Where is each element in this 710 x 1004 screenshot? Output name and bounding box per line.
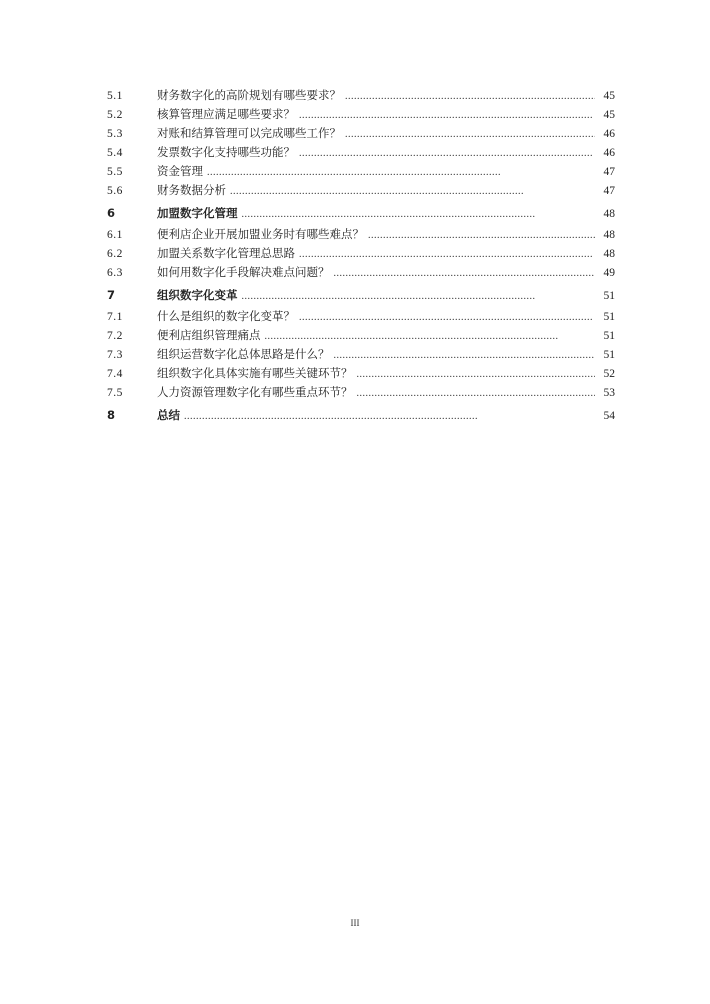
toc-entry-title: 发票数字化支持哪些功能？ [157, 145, 295, 159]
toc-entry-title: 财务数据分析 [157, 183, 226, 197]
toc-section-row[interactable] [107, 124, 615, 143]
toc-section-row[interactable] [107, 225, 615, 244]
toc-entry-title: 加盟数字化管理 [157, 206, 238, 220]
dot-leader [334, 346, 596, 365]
toc-entry-title: 便利店组织管理痛点 [157, 328, 261, 342]
toc-section-row[interactable] [107, 181, 615, 200]
dot-leader [230, 182, 595, 201]
toc-chapter-row[interactable] [107, 284, 615, 307]
toc-entry-page: 45 [603, 90, 615, 102]
toc-entry-page: 47 [603, 166, 615, 178]
toc-section-row[interactable] [107, 307, 615, 326]
toc-entry-page: 51 [603, 311, 615, 323]
toc-entry-number: 5.6 [107, 185, 123, 197]
dot-leader [368, 226, 595, 245]
dot-leader [184, 405, 595, 428]
toc-entry-number: 7 [107, 288, 116, 302]
dot-leader [299, 106, 595, 125]
toc-section-row[interactable] [107, 162, 615, 181]
toc-entry-number: 5.5 [107, 166, 123, 178]
toc-section-row[interactable] [107, 345, 615, 364]
dot-leader [357, 365, 596, 384]
dot-leader [357, 384, 596, 403]
toc-entry-title: 资金管理 [157, 164, 203, 178]
toc-entry-title: 加盟关系数字化管理总思路 [157, 246, 295, 260]
toc-entry-title: 如何用数字化手段解决难点问题？ [157, 265, 330, 279]
toc-entry-page: 51 [603, 330, 615, 342]
toc-entry-number: 6.2 [107, 248, 123, 260]
toc-entry-number: 6.1 [107, 229, 123, 241]
toc-entry-number: 7.5 [107, 387, 123, 399]
toc-entry-title: 什么是组织的数字化变革？ [157, 309, 295, 323]
toc-entry-page: 51 [603, 290, 615, 302]
toc-entry-page: 48 [603, 208, 615, 220]
toc-entry-page: 46 [603, 147, 615, 159]
toc-entry-page: 46 [603, 128, 615, 140]
table-of-contents [107, 86, 615, 427]
page-number-footer: III [350, 918, 360, 928]
toc-entry-page: 45 [603, 109, 615, 121]
toc-entry-title: 对账和结算管理可以完成哪些工作？ [157, 126, 341, 140]
dot-leader [242, 285, 596, 308]
toc-entry-page: 51 [603, 349, 615, 361]
toc-entry-title: 组织运营数字化总体思路是什么？ [157, 347, 330, 361]
toc-chapter-row[interactable] [107, 202, 615, 225]
toc-entry-title: 财务数字化的高阶规划有哪些要求？ [157, 88, 341, 102]
toc-section-row[interactable] [107, 383, 615, 402]
toc-entry-page: 53 [603, 387, 615, 399]
toc-entry-title: 人力资源管理数字化有哪些重点环节？ [157, 385, 353, 399]
toc-section-row[interactable] [107, 364, 615, 383]
toc-section-row[interactable] [107, 326, 615, 345]
toc-entry-page: 48 [603, 229, 615, 241]
dot-leader [265, 327, 596, 346]
toc-section-row[interactable] [107, 244, 615, 263]
toc-entry-title: 组织数字化具体实施有哪些关键环节？ [157, 366, 353, 380]
toc-entry-number: 7.2 [107, 330, 123, 342]
toc-entry-title: 核算管理应满足哪些要求？ [157, 107, 295, 121]
dot-leader [242, 203, 596, 226]
toc-entry-page: 49 [603, 267, 615, 279]
toc-section-row[interactable] [107, 263, 615, 282]
toc-entry-page: 48 [603, 248, 615, 260]
dot-leader [345, 87, 595, 106]
toc-section-row[interactable] [107, 86, 615, 105]
toc-entry-number: 5.2 [107, 109, 123, 121]
toc-entry-number: 7.3 [107, 349, 123, 361]
toc-entry-number: 6 [107, 206, 116, 220]
toc-section-row[interactable] [107, 143, 615, 162]
dot-leader [299, 245, 595, 264]
dot-leader [345, 125, 595, 144]
toc-entry-number: 5.3 [107, 128, 123, 140]
dot-leader [207, 163, 595, 182]
toc-entry-title: 便利店企业开展加盟业务时有哪些难点？ [157, 227, 364, 241]
toc-entry-number: 6.3 [107, 267, 123, 279]
toc-entry-number: 5.4 [107, 147, 123, 159]
toc-entry-number: 7.4 [107, 368, 123, 380]
toc-entry-title: 总结 [157, 408, 180, 422]
toc-entry-number: 7.1 [107, 311, 123, 323]
toc-entry-page: 54 [603, 410, 615, 422]
toc-section-row[interactable] [107, 105, 615, 124]
toc-chapter-row[interactable] [107, 404, 615, 427]
dot-leader [334, 264, 596, 283]
toc-entry-number: 8 [107, 408, 116, 422]
dot-leader [299, 308, 595, 327]
toc-entry-page: 52 [603, 368, 615, 380]
toc-entry-page: 47 [603, 185, 615, 197]
toc-entry-number: 5.1 [107, 90, 123, 102]
toc-entry-title: 组织数字化变革 [157, 288, 238, 302]
dot-leader [299, 144, 595, 163]
